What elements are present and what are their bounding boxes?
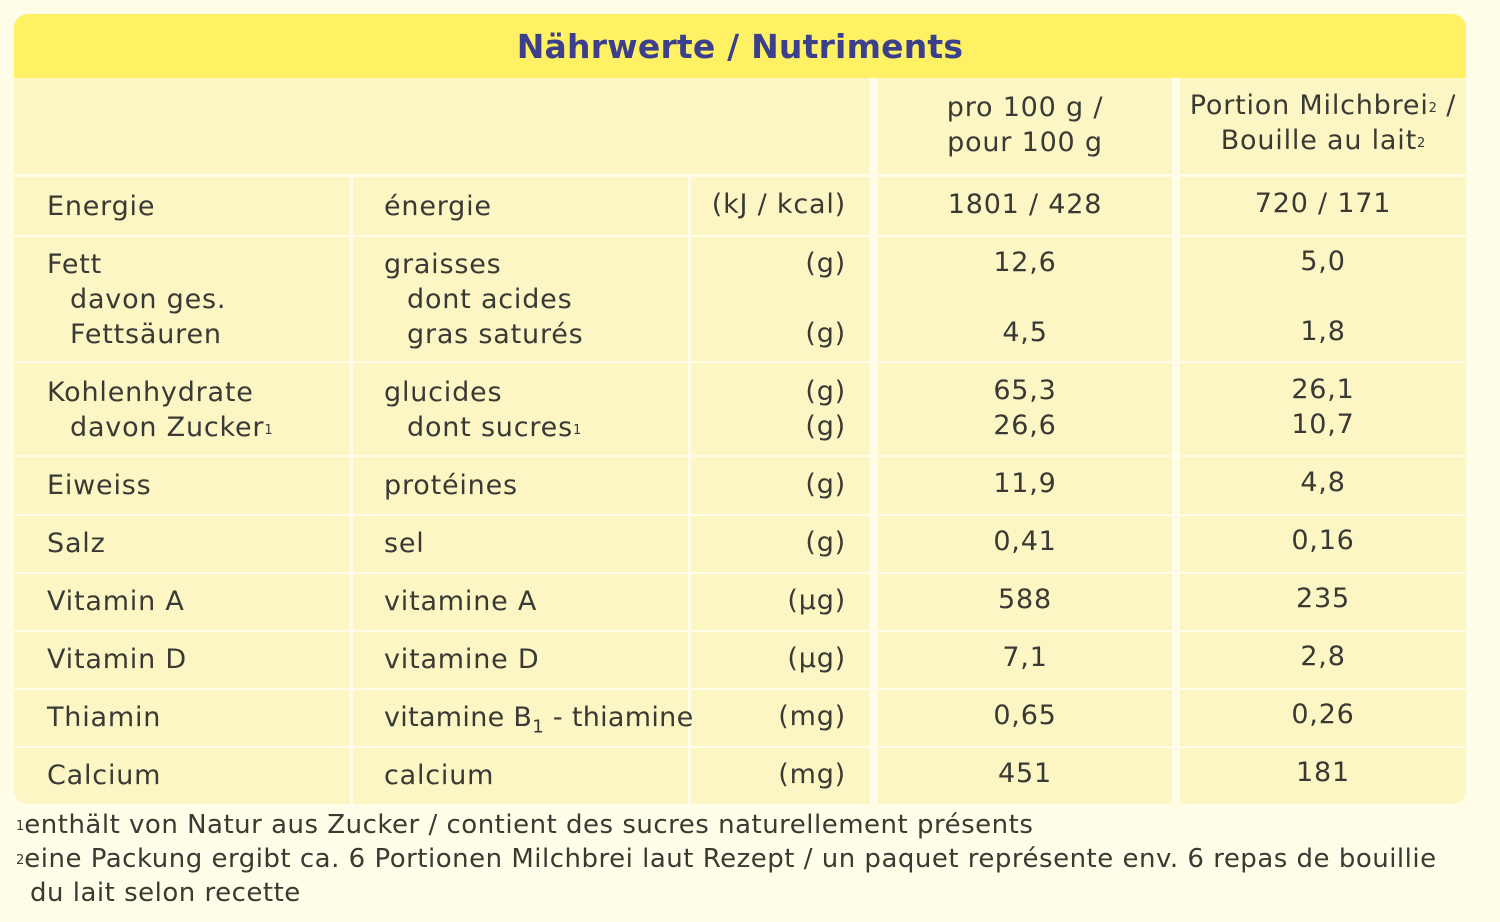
sugar-label-de: davon Zucker$^1$ [70,412,273,443]
row-salt-de: Salz [47,528,106,559]
row-saturated-unit: (g) [805,318,846,349]
header-per-100g-line1: pro 100 g / [946,92,1104,123]
sugar-label-fr: dont sucres$^1$ [407,412,582,443]
row-carbs-portion [1180,372,1466,442]
footnote-1: $^1$enthält von Natur aus Zucker / contient des sucres naturellement présents [16,810,1034,840]
row-vitamin-d-per100: 7,1 [1002,642,1048,673]
sugar-portion: 10,7 [1291,409,1355,440]
row-vitamin-a-de: Vitamin A [47,586,185,617]
row-thiamin-fr: vitamine $B_1$ - thiamine [384,702,694,738]
row-calcium-portion: 181 [1296,757,1350,788]
row-fat-unit: (g) [805,248,846,279]
row-fat-fr [384,247,584,352]
divider [870,78,878,804]
row-calcium-per100: 451 [998,758,1052,789]
row-carbs-unit [691,374,846,444]
row-thiamin-de: Thiamin [47,702,162,733]
row-energy-de: Energie [47,191,156,222]
row-vitamin-d-fr: vitamine D [384,644,540,675]
fat-label-fr: graisses [384,249,502,280]
fat-label-de: Fett [47,249,103,280]
divider [1172,78,1180,804]
divider [14,746,1466,748]
title-band [14,14,1466,78]
row-fat-portion: 5,0 [1300,246,1346,277]
carbs-label-de: Kohlenhydrate [47,377,254,408]
row-calcium-unit: (mg) [778,759,846,790]
footnote-2: $^2$eine Packung ergibt ca. 6 Portionen Milchbrei laut Rezept / un paquet représente env. 6 repas de bouillie [16,844,1437,874]
divider [14,455,1466,457]
divider [14,514,1466,516]
row-calcium-de: Calcium [47,760,162,791]
divider [14,235,1466,237]
row-energy-portion: 720 / 171 [1254,188,1392,219]
row-protein-unit: (g) [805,469,846,500]
row-vitamin-a-portion: 235 [1296,583,1350,614]
footnote-2-continued: du lait selon recette [30,878,301,908]
row-salt-fr: sel [384,528,425,559]
carbs-portion: 26,1 [1291,374,1355,405]
row-salt-unit: (g) [805,527,846,558]
row-calcium-fr: calcium [384,760,495,791]
carbs-per100: 65,3 [993,375,1057,406]
divider [14,174,1466,177]
row-saturated-portion: 1,8 [1300,316,1346,347]
row-saturated-per100: 4,5 [1002,317,1048,348]
row-energy-unit: (kJ / kcal) [711,189,846,220]
divider [14,361,1466,363]
saturated-label-fr-1: dont acides [407,284,573,315]
divider [14,630,1466,632]
row-thiamin-per100: 0,65 [993,700,1057,731]
sugar-unit: (g) [805,411,846,442]
row-fat-per100: 12,6 [993,247,1057,278]
header-per-100g-line2: pour 100 g [947,127,1103,158]
row-vitamin-d-unit: (µg) [787,643,846,674]
row-carbs-per100 [878,373,1172,443]
table-title: Nährwerte / Nutriments [516,26,964,66]
header-per-100g [878,90,1172,160]
row-vitamin-a-fr: vitamine A [384,586,538,617]
row-vitamin-d-portion: 2,8 [1300,641,1346,672]
header-portion [1180,88,1466,158]
row-protein-per100: 11,9 [993,468,1057,499]
divider [14,688,1466,690]
divider [14,572,1466,574]
row-thiamin-unit: (mg) [778,701,846,732]
row-energy-fr: énergie [384,191,492,222]
row-protein-fr: protéines [384,470,518,501]
carbs-label-fr: glucides [384,377,503,408]
row-fat-de [47,247,226,352]
row-salt-portion: 0,16 [1291,525,1355,556]
header-portion-line1: Portion Milchbrei$^2$ / [1189,90,1457,121]
row-energy-per100: 1801 / 428 [947,189,1103,220]
header-portion-line2: Bouille au lait$^2$ [1220,125,1426,156]
divider [350,177,353,804]
nutrition-table [14,14,1466,804]
saturated-label-fr-2: gras saturés [407,319,584,350]
row-protein-de: Eiweiss [47,470,152,501]
row-protein-portion: 4,8 [1300,467,1346,498]
row-vitamin-a-unit: (µg) [787,585,846,616]
saturated-label-de-1: davon ges. [70,284,227,315]
row-vitamin-d-de: Vitamin D [47,644,187,675]
sugar-per100: 26,6 [993,410,1057,441]
row-vitamin-a-per100: 588 [998,584,1052,615]
carbs-unit: (g) [805,376,846,407]
saturated-label-de-2: Fettsäuren [70,319,222,350]
row-carbs-de [47,375,273,445]
row-salt-per100: 0,41 [993,526,1057,557]
row-carbs-fr [384,375,581,445]
row-thiamin-portion: 0,26 [1291,699,1355,730]
